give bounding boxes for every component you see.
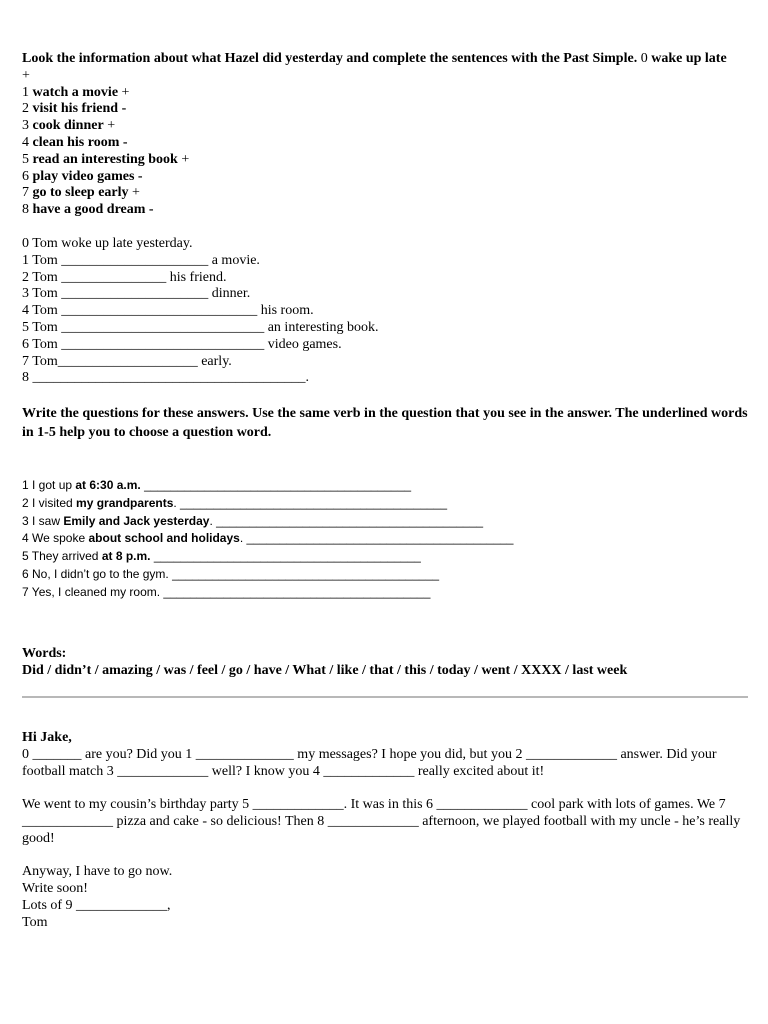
exercise-1 (22, 51, 748, 219)
sentence-line: 3 Tom _____________________ dinner. (22, 286, 251, 302)
cue-mark: + (181, 151, 190, 167)
question-item (22, 495, 513, 513)
cue-mark: + (121, 84, 130, 100)
sentence-line: 8 _______________________________________. (22, 370, 309, 386)
cue-phrase: go to sleep early (32, 185, 129, 201)
answer-text: 1 I got up (22, 478, 76, 492)
question-item (22, 548, 513, 566)
sentence-line: 0 Tom woke up late yesterday. (22, 236, 193, 251)
answer-blank: ________________________________________ (140, 478, 412, 492)
question-item (22, 584, 513, 602)
letter-paragraph: We went to my cousin’s birthday party 5 _____________. It was in this 6 _____________ cool park with lots of games. We 7 _____________ pizza and cake - so delicious! Then 8 _____________ afternoon, we played football with my uncle - he’s really good! (22, 797, 741, 846)
sentence-line: 4 Tom ____________________________ his room. (22, 303, 314, 319)
exercise-2-items (22, 477, 513, 602)
cue-number: 2 (22, 101, 29, 117)
letter-signature: Tom (22, 914, 48, 930)
cue-phrase: visit his friend (32, 101, 119, 117)
answer-key-words: my grandparents (76, 495, 174, 510)
question-item (22, 566, 513, 584)
answer-text: 4 We spoke (22, 531, 89, 546)
cue-item (22, 101, 748, 118)
cue-item (22, 185, 748, 202)
cue-number: 8 (22, 202, 29, 218)
answer-key-words: at 6:30 a.m. (75, 478, 141, 492)
answer-key-words: about school and holidays (88, 531, 240, 546)
question-item (22, 513, 513, 531)
cue-item (22, 202, 748, 219)
cue-number: 5 (22, 151, 29, 167)
answer-text: 7 Yes, I cleaned my room. (22, 584, 164, 599)
cue-number: 7 (22, 185, 29, 201)
cue-mark: + (107, 118, 116, 134)
letter-closing: Lots of 9 _____________, (22, 897, 171, 913)
cue-phrase: watch a movie (32, 84, 119, 100)
cue-item (22, 152, 748, 169)
word-bank-title: Words: (22, 646, 67, 661)
cue-mark: - (148, 202, 154, 218)
cue-mark: - (121, 101, 127, 117)
sentence-line: 6 Tom _____________________________ video games. (22, 336, 342, 352)
cue-item (22, 118, 748, 135)
answer-text: 6 No, I didn’t go to the gym. (22, 566, 173, 581)
instruction-text: Look the information about what Hazel did yesterday and complete the sentences with the Past Simple. (22, 51, 638, 66)
cue-item (22, 85, 748, 102)
cue-phrase: read an interesting book (32, 151, 178, 167)
cue-phrase: cook dinner (32, 118, 104, 134)
sentence-line: 7 Tom____________________ early. (22, 353, 232, 369)
letter-greeting: Hi Jake, (22, 730, 72, 745)
answer-blank: . ________________________________________ (173, 495, 448, 510)
example-mark: + (22, 67, 30, 83)
cue-phrase: play video games (32, 168, 135, 184)
cue-phrase: clean his room (32, 134, 120, 150)
exercise-2-instruction: Write the questions for these answers. Use the same verb in the question that you see in the answer. The underlined words in 1-5 help you to choose a question word. (22, 406, 748, 440)
cue-mark: + (132, 185, 140, 201)
letter-closing: Anyway, I have to go now. (22, 864, 173, 880)
answer-blank: . ________________________________________ (239, 531, 514, 546)
cue-item (22, 135, 748, 152)
example-number: 0 (640, 51, 648, 66)
answer-blank: ________________________________________ (150, 549, 421, 564)
answer-blank: ________________________________________ (172, 566, 440, 581)
letter (22, 730, 752, 932)
sentence-line: 1 Tom _____________________ a movie. (22, 252, 260, 268)
cue-number: 4 (22, 134, 29, 150)
answer-blank: . ________________________________________ (209, 513, 484, 528)
exercise-1-sentences (22, 236, 379, 387)
section-divider (22, 696, 748, 698)
question-item (22, 477, 513, 495)
letter-paragraph: 0 _______ are you? Did you 1 ______________ my messages? I hope you did, but you 2 _____________ answer. Did your football match 3 _____________ well? I know you 4 _____________ really excited about it! (22, 746, 717, 779)
question-item (22, 530, 513, 548)
cue-number: 3 (22, 118, 29, 134)
answer-blank: ________________________________________ (163, 584, 431, 599)
example-phrase: wake up late (651, 51, 727, 66)
cue-number: 6 (22, 168, 29, 184)
cue-number: 1 (22, 84, 29, 100)
answer-text: 2 I visited (22, 495, 77, 510)
exercise-1-instruction (22, 51, 748, 85)
cue-mark: - (137, 168, 143, 184)
cue-phrase: have a good dream (32, 202, 146, 218)
answer-key-words: Emily and Jack yesterday (63, 513, 210, 528)
cue-mark: - (122, 134, 128, 150)
sentence-line: 2 Tom _______________ his friend. (22, 269, 227, 285)
word-bank (22, 645, 627, 679)
answer-text: 3 I saw (22, 513, 64, 528)
cue-item (22, 169, 748, 186)
sentence-line: 5 Tom _____________________________ an interesting book. (22, 319, 379, 335)
answer-key-words: at 8 p.m. (101, 549, 151, 564)
answer-text: 5 They arrived (22, 549, 102, 564)
word-bank-list: Did / didn’t / amazing / was / feel / go / have / What / like / that / this / today / went / XXXX / last week (22, 663, 628, 678)
letter-closing: Write soon! (22, 881, 88, 897)
